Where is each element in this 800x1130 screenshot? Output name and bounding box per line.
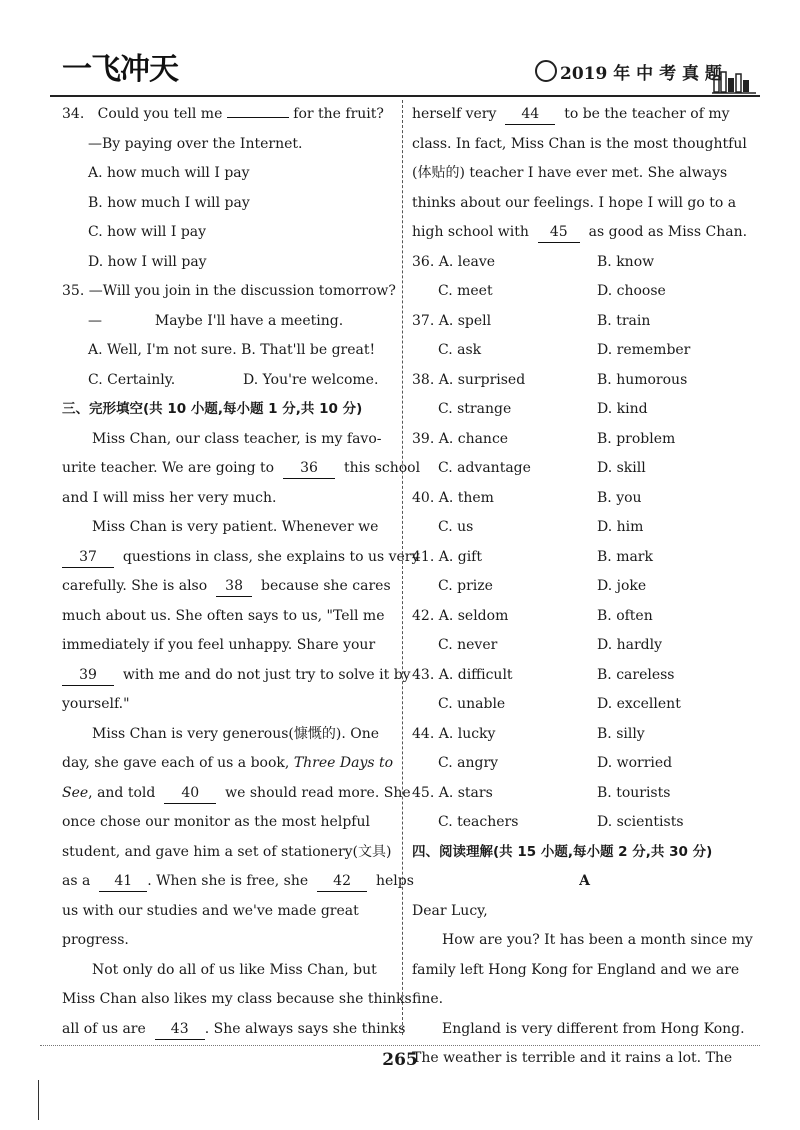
letter-l3: fine. — [412, 991, 444, 1007]
cloze-p3-l7: us with our studies and we've made great — [62, 902, 359, 919]
q34-option-b: B. how much I will pay — [88, 194, 250, 211]
blank-36: 36 — [283, 458, 335, 479]
cloze-p3-l6: as a 41 . When she is free, she 42 helps — [62, 867, 398, 897]
column-divider — [402, 100, 403, 1035]
option-row — [412, 720, 757, 750]
blank-38: 38 — [216, 576, 252, 597]
option-left: C. ask — [438, 342, 482, 358]
option-right: D. hardly — [597, 637, 663, 653]
option-left: 38. A. surprised — [412, 371, 526, 388]
option-right: D. scientists — [597, 814, 684, 830]
blank-41: 41 — [99, 871, 147, 892]
option-row — [412, 690, 757, 720]
option-row — [412, 248, 757, 278]
cloze-p2-l7: yourself." — [62, 696, 130, 712]
section-reading-title: 四、阅读理解(共 15 小题,每小题 2 分,共 30 分) — [412, 843, 713, 860]
option-row — [412, 425, 757, 455]
left-column — [62, 100, 421, 1044]
footer-rule — [40, 1045, 760, 1046]
cloze-p3-l3: See, and told 40 we should read more. She — [62, 779, 398, 809]
option-row — [412, 808, 757, 838]
letter-l5: The weather is terrible and it rains a lot. The — [412, 1050, 733, 1066]
cloze-p3-l4: once chose our monitor as the most helpful — [62, 814, 370, 830]
cloze-p1-l2: urite teacher. We are going to 36 this school — [62, 454, 398, 484]
cloze-p3-l2: day, she gave each of us a book, Three Days to — [62, 755, 394, 771]
option-right: D. skill — [597, 460, 646, 476]
cloze-p3-l8: progress. — [62, 932, 129, 948]
cloze-p2-l3: carefully. She is also 38 because she cares — [62, 572, 398, 602]
blank-42: 42 — [317, 871, 367, 892]
cloze-p2-l4: much about us. She often says to us, "Tell me — [62, 607, 385, 624]
option-left: C. advantage — [438, 460, 531, 476]
option-right: B. often — [597, 607, 653, 624]
option-row — [412, 395, 757, 425]
letter-greeting: Dear Lucy, — [412, 902, 488, 919]
option-left: C. angry — [438, 755, 499, 771]
option-right: D. kind — [597, 401, 648, 417]
option-right: B. careless — [597, 666, 675, 683]
option-right: D. him — [597, 519, 644, 535]
cloze-p1-l3: and I will miss her very much. — [62, 489, 277, 506]
option-row — [412, 631, 757, 661]
letter-l2: family left Hong Kong for England and we are — [412, 961, 740, 978]
option-right: D. worried — [597, 755, 673, 771]
option-left: 41. A. gift — [412, 548, 482, 565]
cloze-cont-l3: (体贴的) teacher I have ever met. She always — [412, 165, 728, 181]
option-left: 42. A. seldom — [412, 607, 509, 624]
blank-40: 40 — [164, 783, 216, 804]
option-row — [412, 336, 757, 366]
option-left: 45. A. stars — [412, 784, 493, 801]
book-logo: 一飞冲天 — [62, 52, 178, 87]
question-34: 34. Could you tell me for the fruit? — [62, 106, 384, 122]
q34-option-d: D. how I will pay — [88, 253, 207, 270]
option-row — [412, 779, 757, 809]
seal-icon — [535, 60, 557, 82]
option-right: B. tourists — [597, 784, 671, 801]
badge-text: 2019 年 中 考 真 题 — [560, 64, 722, 84]
option-right: D. joke — [597, 578, 647, 594]
option-row — [412, 749, 757, 779]
option-left: 40. A. them — [412, 489, 494, 506]
q34-answer: —By paying over the Internet. — [88, 135, 303, 152]
cloze-cont-l5: high school with 45 as good as Miss Chan. — [412, 218, 757, 248]
option-left: 36. A. leave — [412, 253, 496, 270]
cloze-cont-l1: herself very 44 to be the teacher of my — [412, 100, 757, 130]
option-right: D. excellent — [597, 696, 681, 712]
cloze-p2-l5: immediately if you feel unhappy. Share your — [62, 637, 376, 653]
blank-44: 44 — [505, 104, 555, 125]
option-row — [412, 454, 757, 484]
section-cloze-title: 三、完形填空(共 10 小题,每小题 1 分,共 10 分) — [62, 401, 363, 417]
cloze-p4-l1: Not only do all of us like Miss Chan, but — [92, 961, 377, 978]
option-row — [412, 513, 757, 543]
option-left: 44. A. lucky — [412, 725, 496, 742]
option-right: B. problem — [597, 430, 676, 447]
cloze-p2-l1: Miss Chan is very patient. Whenever we — [92, 519, 379, 535]
bookshelf-icon — [712, 68, 756, 94]
question-35: 35. —Will you join in the discussion tomorrow? — [62, 283, 396, 299]
header-rule — [50, 95, 760, 97]
option-left: C. meet — [438, 283, 493, 299]
margin-mark — [38, 1080, 39, 1120]
cloze-p3-l5: student, and gave him a set of stationery(文具) — [62, 843, 392, 860]
q35-options-cd: C. Certainly. D. You're welcome. — [88, 371, 379, 388]
letter-l4: England is very different from Hong Kong. — [442, 1020, 745, 1037]
option-left: C. us — [438, 519, 474, 535]
option-right: B. know — [597, 253, 655, 270]
book-title: Three Days to — [293, 755, 394, 771]
cloze-p4-l2: Miss Chan also likes my class because she thinks — [62, 991, 412, 1007]
option-right: B. train — [597, 312, 651, 329]
blank-39: 39 — [62, 665, 114, 686]
option-row — [412, 366, 757, 396]
answer-blank — [227, 117, 289, 118]
option-right: B. silly — [597, 725, 645, 742]
option-left: 37. A. spell — [412, 312, 492, 329]
cloze-p4-l3: all of us are 43 . She always says she thinks — [62, 1015, 398, 1045]
option-row — [412, 277, 757, 307]
blank-37: 37 — [62, 547, 114, 568]
option-row — [412, 661, 757, 691]
passage-label: A — [579, 873, 590, 889]
q35-options-ab: A. Well, I'm not sure. B. That'll be great! — [88, 342, 376, 358]
option-left: 43. A. difficult — [412, 666, 513, 683]
cloze-options — [412, 248, 757, 838]
option-row — [412, 602, 757, 632]
option-row — [412, 572, 757, 602]
cloze-p3-l1: Miss Chan is very generous(慷慨的). One — [92, 725, 380, 742]
page-number: 265 — [382, 1050, 418, 1070]
cloze-p2-l6: 39 with me and do not just try to solve it by — [62, 661, 398, 691]
option-right: B. you — [597, 489, 642, 506]
option-right: D. choose — [597, 283, 666, 299]
option-left: C. unable — [438, 696, 506, 712]
blank-45: 45 — [538, 222, 580, 243]
option-left: C. prize — [438, 578, 493, 594]
option-right: D. remember — [597, 342, 691, 358]
cloze-p2-l2: 37 questions in class, she explains to us very — [62, 543, 398, 573]
option-right: B. humorous — [597, 371, 688, 388]
cloze-cont-l4: thinks about our feelings. I hope I will go to a — [412, 194, 737, 211]
cloze-p1-l1: Miss Chan, our class teacher, is my favo- — [92, 430, 382, 447]
option-row — [412, 543, 757, 573]
option-left: C. strange — [438, 401, 512, 417]
exam-badge — [535, 60, 740, 86]
option-right: B. mark — [597, 548, 653, 565]
option-left: C. teachers — [438, 814, 519, 830]
q35-reply: — Maybe I'll have a meeting. — [88, 312, 344, 329]
blank-43: 43 — [155, 1019, 205, 1040]
letter-l1: How are you? It has been a month since my — [442, 932, 753, 948]
cloze-cont-l2: class. In fact, Miss Chan is the most thoughtful — [412, 135, 747, 152]
option-left: 39. A. chance — [412, 430, 509, 447]
page-header — [0, 0, 800, 100]
q34-option-a: A. how much will I pay — [88, 165, 250, 181]
option-row — [412, 307, 757, 337]
right-column — [412, 100, 757, 1074]
q34-option-c: C. how will I pay — [88, 224, 207, 240]
option-left: C. never — [438, 637, 498, 653]
option-row — [412, 484, 757, 514]
